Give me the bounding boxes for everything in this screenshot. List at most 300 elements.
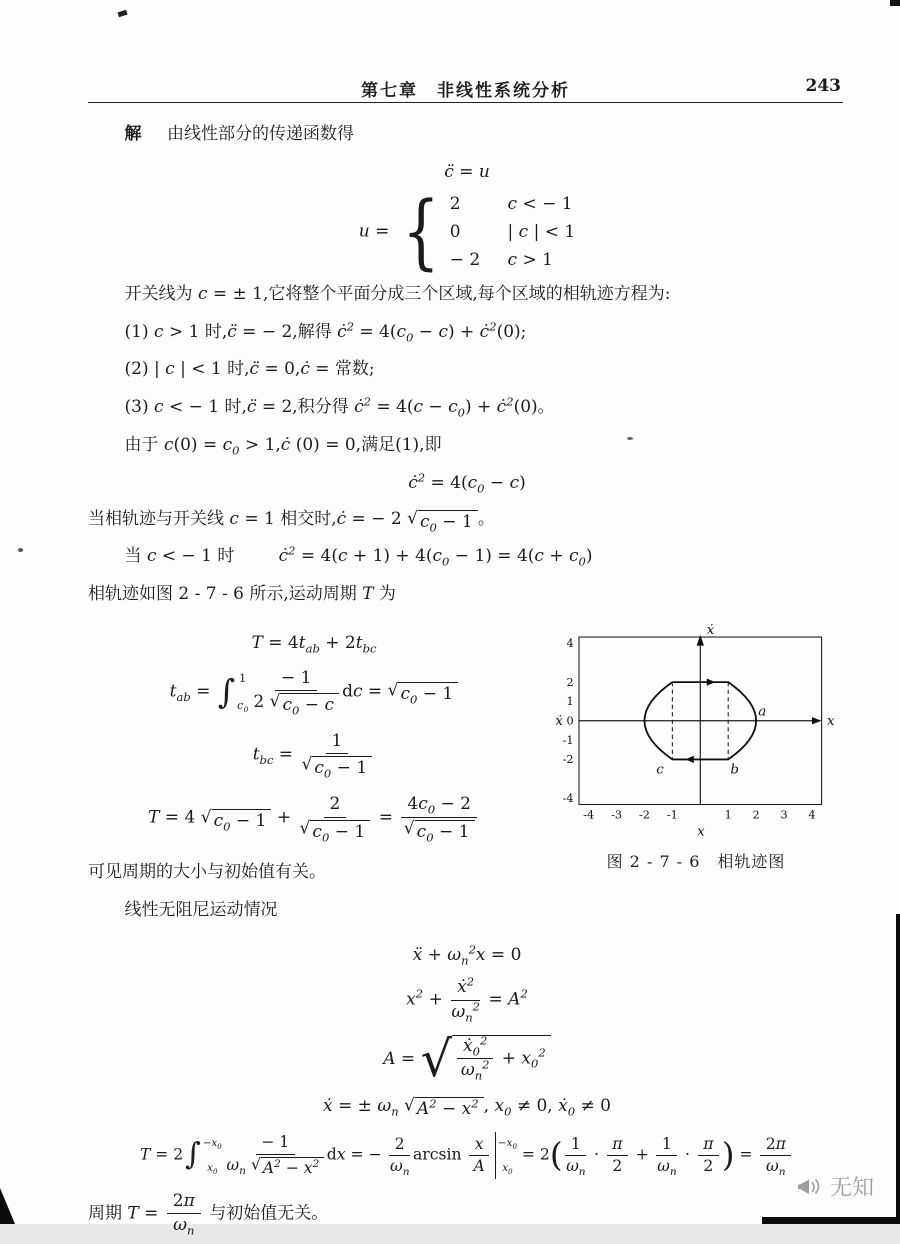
math-token: c (467, 472, 478, 493)
superscript: 2 (415, 986, 424, 1001)
paragraph-intersect (88, 505, 846, 535)
math-token (202, 1137, 222, 1152)
math-token: x (521, 1048, 531, 1069)
math-token: ω (460, 1060, 475, 1081)
solve-label: 解 (124, 124, 142, 144)
subscript: n (578, 1166, 586, 1179)
math-token (760, 1135, 791, 1156)
subscript: ab (305, 641, 320, 656)
math-token: x (474, 1134, 484, 1153)
equation-c-ddot (88, 162, 846, 182)
math-token (607, 1135, 628, 1156)
math-token: = (273, 744, 299, 765)
math-token: | < 1 时, (174, 359, 250, 380)
math-token: ċ (408, 472, 418, 493)
superscript: 2 (468, 942, 476, 957)
math-token: π (612, 1134, 623, 1153)
math-token (173, 1214, 194, 1236)
math-token: = (453, 161, 479, 182)
math-token: x (502, 1161, 509, 1174)
math-token: √ (269, 691, 281, 712)
math-token: A (383, 1048, 396, 1069)
math-token (185, 1137, 222, 1176)
math-token: √ (387, 680, 399, 701)
math-token: > 1 时, (163, 321, 228, 342)
y-tick-label: -2 (562, 752, 574, 766)
math-token: √ (250, 1155, 261, 1174)
math-token: ω (226, 1155, 240, 1174)
math-token: = 4 (159, 808, 201, 829)
math-token: ∫ (217, 672, 236, 712)
equation-period-integral (88, 1132, 846, 1179)
math-token: ċ (354, 397, 364, 417)
subscript: 0 (406, 329, 414, 344)
superscript: 2 (466, 974, 475, 989)
subscript: 0 (232, 443, 240, 458)
math-token (469, 1135, 489, 1177)
math-token (326, 731, 349, 754)
math-token: c (197, 283, 208, 304)
math-token: 可见周期的大小与初始值有关。 (88, 861, 326, 882)
math-token: = 2 (150, 1145, 184, 1164)
math-token (508, 194, 573, 214)
math-token: ( (549, 1136, 563, 1175)
paragraph-linear-undamped (88, 896, 540, 926)
x-tick-label: 2 (752, 808, 760, 822)
math-token: = ± 1,它将整个平面分成三个区域,每个区域的相轨迹方程为: (207, 283, 671, 304)
math-token: x (207, 1161, 213, 1174)
equation-t-ab (88, 668, 540, 716)
math-token (566, 1156, 586, 1179)
math-token (401, 794, 476, 845)
math-token: (0) = 0,满足(1),即 (290, 434, 442, 455)
math-token: − 1 (433, 821, 470, 842)
math-token (407, 507, 478, 534)
math-token (508, 222, 576, 242)
math-token: = (734, 1145, 758, 1164)
math-token (457, 1033, 493, 1059)
math-token (280, 693, 339, 716)
figure-caption: 图 2 - 7 - 6 相轨迹图 (606, 851, 786, 871)
math-token: = 4 (262, 632, 299, 653)
math-token: x (461, 1099, 472, 1120)
math-token (389, 1156, 410, 1179)
phase-plot (550, 622, 842, 841)
subscript: n (239, 1164, 246, 1177)
x-tick-label: 4 (808, 808, 816, 822)
subscript: n (187, 1223, 195, 1238)
subscript: n (391, 1104, 399, 1119)
math-token: x (475, 945, 486, 966)
math-token: ) (721, 1136, 735, 1175)
math-token: 为 (373, 584, 396, 604)
math-token (451, 998, 480, 1024)
content (88, 112, 846, 1244)
paragraph-switch-line (88, 280, 846, 310)
y-tick-label: -4 (562, 791, 574, 805)
math-token: x (211, 1137, 218, 1150)
math-token: = (483, 989, 509, 1010)
math-token: = − 2,解得 (236, 321, 338, 342)
math-token: (1) (124, 321, 155, 342)
math-token: = (362, 681, 388, 702)
x-tick-labels (583, 808, 815, 821)
math-token: c (534, 546, 544, 567)
math-token: arcsin (412, 1145, 467, 1164)
y-tick-label: 0 (566, 714, 574, 728)
math-token: − 2 (435, 794, 471, 815)
math-token: A (416, 1099, 430, 1120)
math-token (415, 1097, 484, 1120)
math-token: 0 (449, 221, 461, 242)
math-token: x (494, 1096, 505, 1117)
math-token: c (416, 821, 427, 842)
math-token (450, 194, 575, 214)
math-token: 相轨迹如图 2 - 7 - 6 所示,运动周期 (88, 584, 363, 604)
math-token (300, 820, 371, 843)
x-tick-label: 1 (724, 808, 732, 822)
math-token: c (165, 359, 175, 380)
superscript: 2 (506, 394, 514, 409)
math-token: (0)。 (513, 397, 555, 417)
math-token: (0); (496, 321, 527, 342)
math-token: √ (299, 818, 311, 839)
scan-artifact (896, 914, 900, 1224)
math-token: √ (403, 818, 415, 839)
math-token: = (395, 1048, 421, 1069)
math-token (302, 756, 373, 779)
equation-period-sum (88, 632, 540, 656)
superscript: 2 (471, 1096, 479, 1111)
subscript: 0 (429, 519, 437, 534)
subscript: 0 (292, 703, 300, 718)
math-token (389, 1135, 410, 1156)
math-token: ċ (479, 321, 490, 342)
math-token: 2 (253, 692, 270, 712)
math-token: c (400, 684, 410, 705)
math-token: ċ (300, 359, 310, 380)
subscript: 0 (217, 1143, 222, 1152)
math-token: ċ (337, 321, 347, 342)
math-token: + (422, 945, 448, 966)
math-token: ) (519, 472, 526, 493)
math-token: c (507, 249, 518, 270)
math-token (302, 754, 373, 779)
math-token: ċ (280, 434, 291, 455)
math-token: ω (566, 1157, 579, 1176)
superscript: 2 (520, 986, 528, 1001)
superscript: 2 (482, 1057, 490, 1072)
math-token: x (406, 989, 416, 1010)
superscript: 2 (538, 1045, 546, 1060)
megaphone-icon (797, 1176, 823, 1198)
subscript: 0 (504, 1104, 512, 1119)
equation-t-bc (88, 731, 540, 779)
math-token: A (473, 1157, 485, 1176)
equation-amplitude (88, 1029, 846, 1088)
math-token (401, 794, 476, 817)
subscript: 0 (530, 1056, 539, 1071)
math-token: t (355, 632, 363, 653)
math-token: ẋ (457, 977, 467, 998)
math-token: c (518, 221, 529, 242)
math-token (253, 691, 339, 716)
math-token: (0) = (173, 434, 223, 455)
subscript: n (402, 1166, 410, 1179)
math-token: − 1) = 4( (449, 546, 535, 567)
math-token: c (438, 321, 448, 342)
x-axis-arrow-icon (812, 717, 822, 724)
equation-c-dot-squared (88, 469, 846, 495)
equation-piecewise-u (88, 184, 846, 280)
math-token: − 1 (230, 811, 267, 832)
math-token: 4 (407, 794, 419, 815)
math-token: − (202, 1137, 212, 1150)
math-token: ω (766, 1157, 779, 1176)
math-token: d (326, 1145, 337, 1164)
math-token: √ (200, 807, 212, 828)
math-token: = (138, 1203, 164, 1224)
math-token (237, 673, 248, 684)
subscript: 0 (323, 766, 332, 781)
math-token: c (154, 321, 164, 342)
math-token: (3) (124, 397, 155, 417)
math-token: A (262, 1158, 274, 1177)
y-tick-label: -1 (562, 733, 574, 747)
paragraph-period-depends (88, 858, 540, 888)
math-token: = − 2 (346, 508, 408, 529)
curve-arrow-bottom-icon (685, 756, 694, 763)
equation-ellipse (88, 974, 846, 1024)
math-token (450, 222, 575, 242)
math-token: c (569, 546, 579, 567)
math-token: √ (407, 507, 418, 528)
math-token: < − 1 (517, 193, 573, 214)
math-token: = 0, (259, 359, 301, 380)
y-axis-label-left: ẋ (555, 713, 563, 729)
math-token: c (237, 698, 244, 712)
math-token (237, 698, 249, 714)
math-token: T (148, 808, 160, 829)
subscript: 0 (472, 1044, 480, 1059)
subscript: bc (259, 753, 274, 768)
math-token (415, 820, 475, 843)
subscript: 0 (427, 802, 436, 817)
math-token: 1 (570, 1134, 581, 1153)
math-token (450, 194, 508, 214)
figure-column (546, 618, 846, 872)
scan-artifact (890, 0, 900, 6)
math-token: + 2 (319, 632, 356, 653)
math-token: 开关线为 (124, 283, 198, 304)
math-token: c̈ (246, 397, 257, 417)
math-token: − 1 (329, 821, 366, 842)
math-token: · (589, 1145, 604, 1164)
math-token (498, 1161, 517, 1176)
math-token: c (229, 508, 239, 529)
math-token: = 4( (354, 321, 397, 342)
math-token: = ± (332, 1096, 378, 1117)
math-token: ∫ (185, 1137, 201, 1173)
math-token (698, 1135, 719, 1156)
math-token: − 1 (417, 684, 454, 705)
math-token: ċ (336, 508, 347, 529)
math-token: c (312, 821, 322, 842)
math-token (760, 1135, 791, 1177)
subscript: bc (362, 641, 377, 656)
math-token: ≠ 0, (511, 1096, 559, 1117)
math-token: − 1 (280, 667, 312, 688)
math-token (420, 1029, 551, 1088)
math-token (404, 818, 475, 843)
list-item-region-1 (88, 318, 846, 348)
x-axis-label-bottom: x (697, 824, 705, 840)
math-token: 。 (477, 508, 495, 529)
math-token: t (298, 632, 306, 653)
math-token: | (507, 221, 519, 242)
paragraph-when-c-negative (88, 542, 846, 572)
math-token (404, 820, 475, 843)
math-token: = 2 (516, 1145, 550, 1164)
math-token: { (402, 184, 440, 280)
subscript: ab (176, 689, 191, 704)
subscript: 0 (426, 830, 434, 845)
math-token: + (543, 546, 569, 567)
subscript: 0 (477, 480, 485, 495)
math-token: 周期 (88, 1203, 128, 1224)
equations-column (88, 618, 540, 934)
math-token: = 1 相交时, (238, 508, 337, 529)
subscript: n (778, 1166, 786, 1179)
math-token: = (190, 681, 216, 702)
math-token: − 1 (261, 1133, 290, 1152)
math-token (766, 1156, 786, 1179)
math-token: = − (345, 1145, 387, 1164)
math-token: t (252, 744, 260, 765)
solve-text: 由线性部分的传递函数得 (167, 124, 355, 144)
math-token: c (213, 811, 224, 832)
superscript: 2 (429, 1096, 437, 1111)
math-token: 与初始值无关。 (203, 1203, 329, 1224)
x-tick-label: -2 (638, 808, 650, 822)
math-token (389, 1135, 410, 1177)
math-token (565, 1135, 586, 1156)
math-token: T (127, 1203, 139, 1224)
math-token: c (448, 397, 458, 417)
math-token (508, 250, 553, 270)
equation-period-total (88, 794, 540, 845)
math-token (237, 671, 249, 714)
math-token: 2 (612, 1157, 623, 1176)
math-token: − (280, 1158, 304, 1177)
math-token: 当相轨迹与开关线 (88, 508, 230, 529)
list-item-region-2 (88, 355, 846, 385)
math-token: , (483, 1096, 495, 1117)
math-token: − (413, 321, 439, 342)
math-token: = 常数; (309, 359, 375, 380)
math-token: π (183, 1190, 195, 1211)
math-token (698, 1135, 719, 1177)
math-token (451, 974, 480, 1000)
page-number: 243 (805, 76, 841, 96)
math-token: c̈ (227, 321, 237, 342)
math-token (261, 1157, 324, 1178)
math-token (203, 1161, 222, 1176)
x-tick-label: -3 (611, 808, 623, 822)
math-token (212, 809, 272, 832)
subscript: 0 (512, 1143, 517, 1152)
y-tick-label: 1 (566, 694, 574, 708)
math-token: ċ (278, 546, 289, 567)
equations-and-figure (88, 618, 846, 934)
math-token: c (413, 397, 424, 417)
math-token: c (282, 695, 293, 715)
math-token: √ (404, 1095, 415, 1116)
subscript: n (465, 1009, 473, 1024)
math-token: ω (657, 1157, 670, 1176)
math-token (395, 184, 576, 280)
superscript: 2 (288, 543, 296, 558)
equation-undamped-ode (88, 942, 846, 968)
math-token: d (342, 681, 353, 702)
curve-arrow-top-icon (707, 678, 716, 685)
point-label-a: a (758, 704, 767, 720)
math-token (226, 1133, 324, 1178)
math-token: − (299, 695, 325, 715)
math-token: A (508, 989, 521, 1010)
math-token: − (484, 472, 510, 493)
math-token: x (336, 1145, 346, 1164)
math-token (300, 818, 371, 843)
math-token: − 1 (331, 758, 368, 779)
math-token (201, 809, 272, 832)
math-token: c (353, 681, 363, 702)
subscript: 0 (508, 1167, 513, 1176)
math-token: c̈ (249, 359, 260, 380)
math-token: ω (377, 1096, 392, 1117)
math-token: ẋ (558, 1096, 568, 1117)
x-tick-label: -1 (666, 808, 678, 822)
math-token (418, 510, 478, 533)
math-token: 2 (172, 1190, 184, 1211)
math-token (312, 756, 372, 779)
math-token: 1 (661, 1134, 672, 1153)
math-token (452, 1035, 551, 1084)
superscript: 2 (363, 394, 371, 409)
math-token: √ (301, 754, 313, 775)
math-token: x (303, 1158, 313, 1177)
math-token: c (146, 546, 157, 567)
math-token: c (432, 546, 443, 567)
math-token: T (362, 584, 374, 604)
math-token: ω (451, 1001, 466, 1022)
math-token: − (436, 1099, 462, 1120)
math-token (167, 1191, 201, 1237)
math-token (404, 1097, 484, 1120)
math-token (469, 1135, 489, 1156)
math-token: c̈ (444, 161, 454, 182)
list-item-region-3 (88, 393, 846, 423)
subscript: 0 (567, 1104, 576, 1119)
chapter-title: 第七章 非线性系统分析 (361, 81, 570, 101)
math-token: + (630, 1145, 654, 1164)
subscript: n (669, 1166, 677, 1179)
math-token: > 1 (517, 249, 553, 270)
point-label-c: c (656, 762, 664, 778)
math-token: − 1 (436, 511, 473, 532)
math-token (299, 794, 371, 845)
math-token: c (337, 546, 348, 567)
